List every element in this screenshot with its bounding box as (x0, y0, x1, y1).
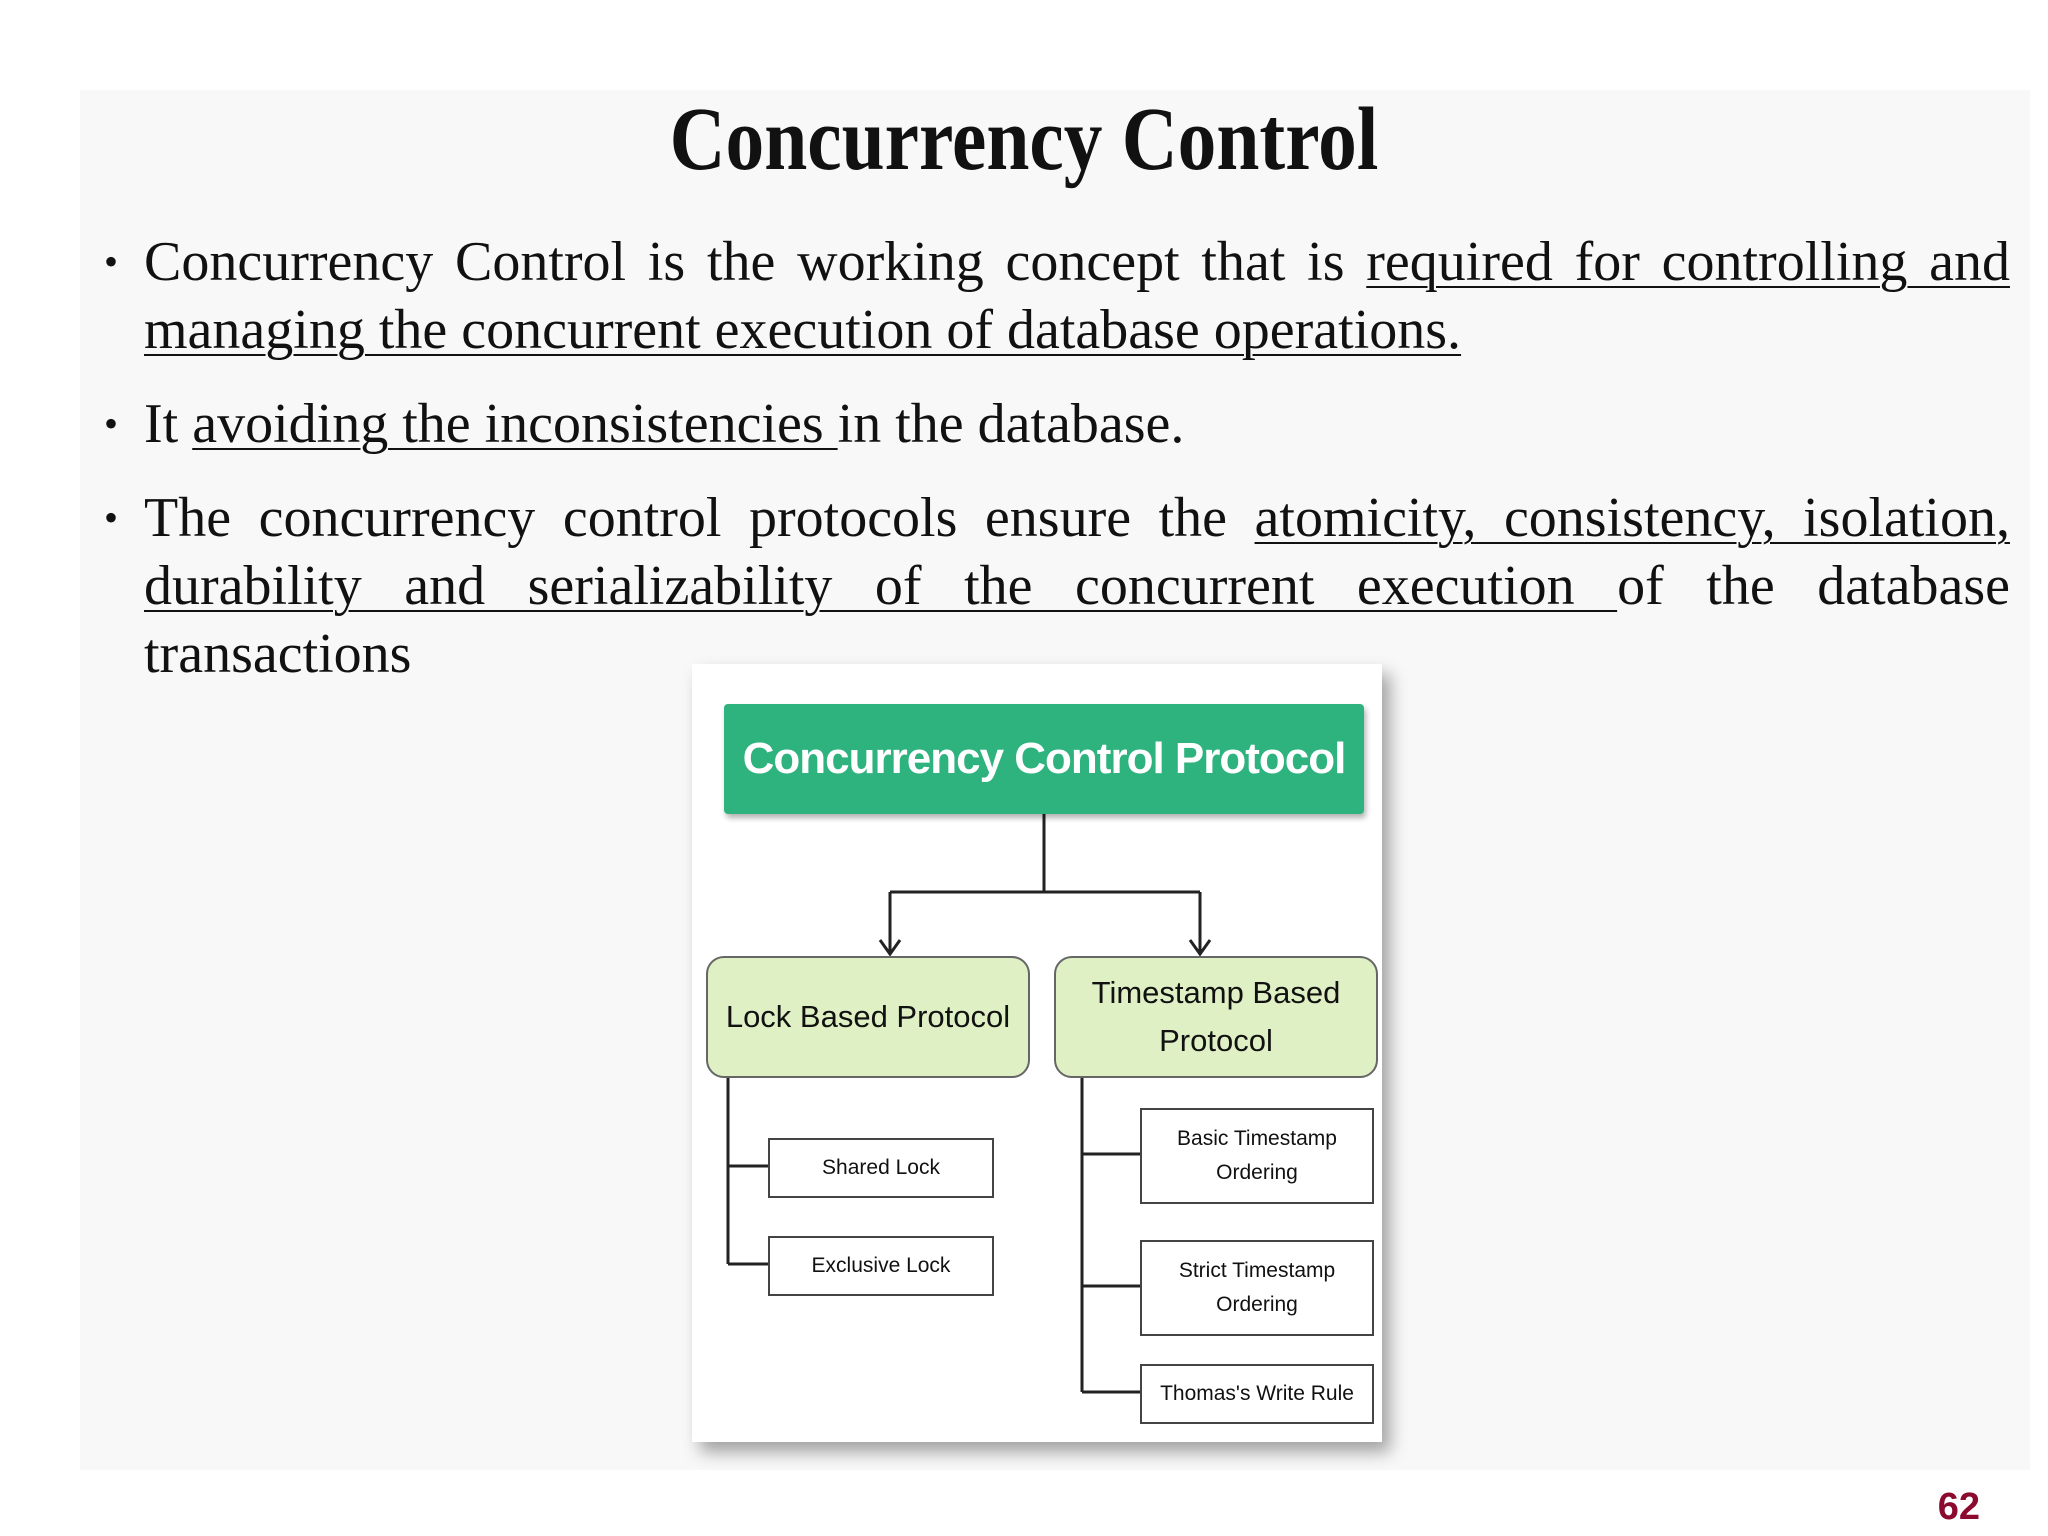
bullet-text: in the database. (837, 393, 1185, 455)
node-label: Timestamp Based Protocol (1091, 975, 1341, 1058)
slide-title: Concurrency Control (669, 90, 1379, 189)
bullet-underlined-text: avoiding the inconsistencies (192, 393, 838, 455)
bullet-text: The concurrency control protocols ensure the (144, 487, 1255, 549)
protocol-diagram (692, 664, 1382, 1442)
bullet-item (100, 228, 2010, 364)
exclusive-lock-node: Exclusive Lock (768, 1236, 994, 1296)
lock-based-protocol-node (706, 956, 1030, 1078)
basic-timestamp-ordering-node: Basic Timestamp Ordering (1140, 1108, 1374, 1204)
thomas-write-rule-node: Thomas's Write Rule (1140, 1364, 1374, 1424)
bullet-list (100, 228, 2010, 688)
strict-timestamp-ordering-node: Strict Timestamp Ordering (1140, 1240, 1374, 1336)
root-node: Concurrency Control Protocol (724, 704, 1364, 814)
bullet-underlined-text: atomicity, consistency, isolation, durability and serializability of the concurrent execution (144, 487, 2010, 617)
shared-lock-node: Shared Lock (768, 1138, 994, 1198)
bullet-icon: • (104, 495, 119, 540)
bullet-item (100, 390, 2010, 458)
bullet-icon: • (104, 401, 119, 446)
page-number: 62 (1937, 1486, 1980, 1528)
bullet-item (100, 484, 2010, 688)
timestamp-based-protocol-node (1054, 956, 1378, 1078)
bullet-underlined-text: required for controlling and managing the concurrent execution of database operations. (144, 231, 2010, 361)
bullet-text: Concurrency Control is the working concept that is (144, 231, 1367, 293)
bullet-icon: • (104, 239, 119, 284)
bullet-text: It (144, 393, 193, 455)
node-label: Lock Based Protocol (725, 999, 1011, 1034)
bullet-text: of the database transactions (144, 555, 2010, 685)
